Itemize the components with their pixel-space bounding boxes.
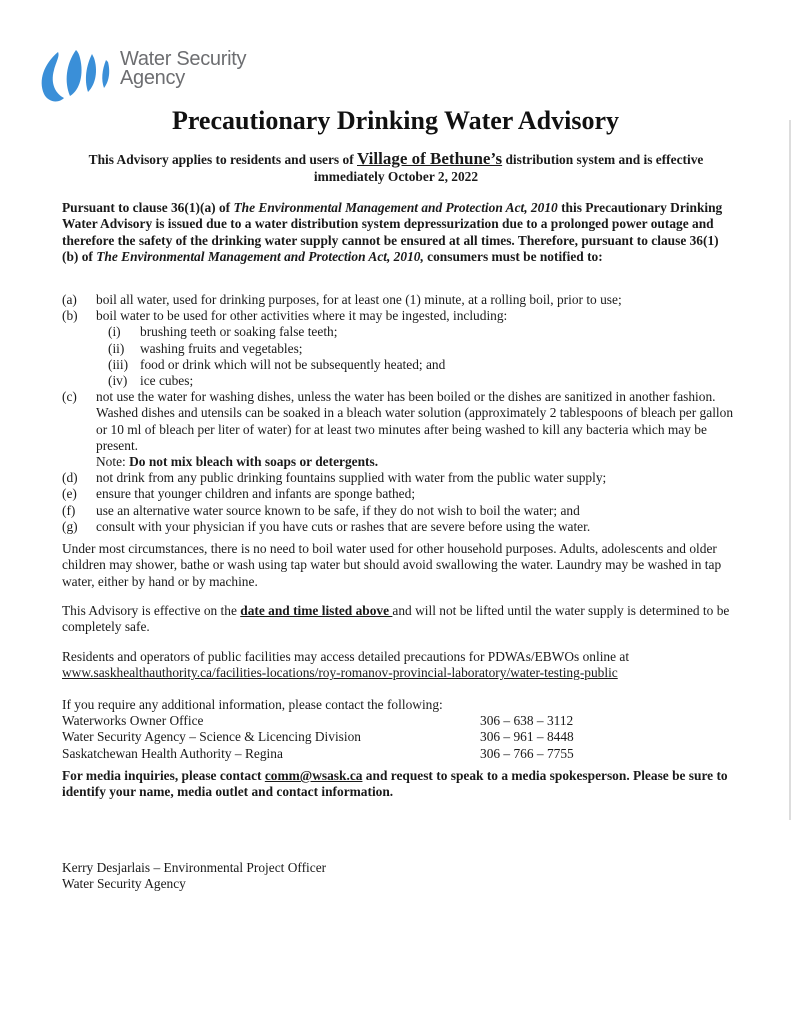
bleach-note bbox=[62, 454, 734, 470]
list-item-b bbox=[62, 308, 734, 324]
sub-text: brushing teeth or soaking false teeth; bbox=[140, 324, 338, 340]
sub-text: food or drink which will not be subsequently heated; and bbox=[140, 356, 446, 372]
pursuant-text-1: Pursuant to clause 36(1)(a) of bbox=[62, 200, 234, 215]
item-label: (b) bbox=[62, 308, 78, 324]
effective-text-after: and will not be lifted until the water supply is determined to be completely safe. bbox=[62, 603, 730, 635]
note-text: Do not mix bleach with soaps or detergents. bbox=[129, 454, 379, 470]
sub-label: (iii) bbox=[108, 356, 129, 372]
effective-paragraph bbox=[62, 603, 734, 636]
item-text: boil water to be used for other activities where it may be ingested, including: bbox=[96, 308, 508, 324]
signatory-org: Water Security Agency bbox=[62, 876, 186, 892]
signature-block bbox=[62, 860, 326, 893]
contacts-intro: If you require any additional information, please contact the following: bbox=[62, 697, 443, 712]
list-item-a bbox=[62, 292, 734, 308]
effective-emphasis: date and time listed above bbox=[240, 603, 393, 618]
list-item-c bbox=[62, 389, 734, 454]
media-paragraph bbox=[62, 768, 734, 801]
item-label: (g) bbox=[62, 518, 78, 534]
pursuant-paragraph bbox=[62, 200, 734, 266]
sub-item-ii bbox=[62, 341, 734, 357]
contact-name: Water Security Agency – Science & Licencing Division bbox=[62, 729, 362, 745]
item-text: consult with your physician if you have cuts or rashes that are severe before using the water. bbox=[96, 518, 591, 534]
list-item-f bbox=[62, 503, 734, 519]
contact-name: Saskatchewan Health Authority – Regina bbox=[62, 745, 283, 761]
household-paragraph: Under most circumstances, there is no need to boil water used for other household purposes. Adults, adolescents and older children may shower, bathe or wash using tap water but should avoid swallowing the water. Laundry may be washed in tap water, either by hand or by machine. bbox=[62, 541, 722, 589]
item-text: ensure that younger children and infants are sponge bathed; bbox=[96, 486, 416, 502]
sub-item-iii bbox=[62, 357, 734, 373]
list-item-g bbox=[62, 519, 734, 535]
item-text: not use the water for washing dishes, unless the water has been boiled or the dishes are sanitized in another fashion. Washed dishes and utensils can be soaked in a bleach water solution (approximately 2 tablespoons of bleach per gallon or 10 ml of bleach per liter of water) for at least two minutes after being washed to kill any bacteria which may be present. bbox=[96, 389, 734, 453]
pursuant-text-3: consumers must be notified to: bbox=[423, 249, 603, 265]
pursuant-text-2: this Precautionary Drinking Water Advisory is issued due to a water distribution system depressurization due to a prolonged power outage and therefore the safety of the drinking water supply cannot be ensured at all times. Therefore, pursuant to clause 36(1)(b) of bbox=[62, 200, 723, 265]
wsa-logo bbox=[36, 46, 286, 106]
media-text-after: and request to speak to a media spokesperson. Please be sure to identify your name, media outlet and contact information. bbox=[62, 768, 728, 800]
sub-item-i bbox=[62, 324, 734, 340]
item-text: use an alternative water source known to be safe, if they do not wish to boil the water; and bbox=[96, 502, 580, 518]
precautions-list bbox=[62, 292, 734, 535]
item-text: boil all water, used for drinking purposes, for at least one (1) minute, at a rolling boil, prior to use; bbox=[96, 292, 622, 307]
logo-line-2: Agency bbox=[120, 67, 185, 89]
media-email-link[interactable]: comm@wsask.ca bbox=[264, 768, 363, 783]
contact-phone: 306 – 766 – 7755 bbox=[480, 745, 574, 761]
contact-row bbox=[62, 729, 662, 745]
sub-text: ice cubes; bbox=[140, 373, 194, 389]
applies-text-after: distribution system and is effective immediately October 2, 2022 bbox=[313, 152, 704, 184]
health-authority-link[interactable]: www.saskhealthauthority.ca/facilities-locations/roy-romanov-provincial-laboratory/water-testing-public bbox=[62, 665, 618, 681]
sub-text: washing fruits and vegetables; bbox=[140, 340, 303, 356]
applies-text-before: This Advisory applies to residents and users of bbox=[88, 152, 357, 167]
act-title-1: The Environmental Management and Protection Act, 2010 bbox=[233, 200, 558, 215]
item-text: not drink from any public drinking fountains supplied with water from the public water supply; bbox=[96, 470, 607, 486]
note-label: Note: bbox=[96, 454, 130, 470]
contact-row bbox=[62, 746, 662, 762]
page-title: Precautionary Drinking Water Advisory bbox=[171, 106, 620, 135]
contact-row bbox=[62, 713, 662, 729]
item-label: (f) bbox=[62, 502, 76, 518]
contact-name: Waterworks Owner Office bbox=[62, 713, 204, 729]
item-label: (c) bbox=[62, 389, 77, 405]
contacts-section bbox=[62, 697, 662, 762]
sub-label: (iv) bbox=[108, 373, 128, 389]
logo-text bbox=[120, 50, 246, 88]
effective-text-before: This Advisory is effective on the bbox=[62, 603, 241, 618]
act-title-2: The Environmental Management and Protection Act, 2010, bbox=[96, 249, 424, 265]
logo-line-1: Water Security bbox=[120, 48, 247, 70]
item-label: (d) bbox=[62, 470, 78, 486]
item-label: (a) bbox=[62, 292, 77, 307]
contact-phone: 306 – 638 – 3112 bbox=[480, 713, 574, 729]
applies-statement bbox=[62, 150, 730, 185]
contact-phone: 306 – 961 – 8448 bbox=[480, 729, 574, 745]
signatory-name-title: Kerry Desjarlais – Environmental Project Officer bbox=[62, 860, 327, 875]
facilities-text: Residents and operators of public facilities may access detailed precautions for PDWAs/EBWOs online at bbox=[62, 649, 630, 664]
facilities-paragraph bbox=[62, 649, 734, 682]
sub-label: (i) bbox=[108, 324, 121, 340]
village-name: Village of Bethune’s bbox=[357, 149, 503, 168]
list-item-e bbox=[62, 486, 734, 502]
list-item-d bbox=[62, 470, 734, 486]
item-label: (e) bbox=[62, 486, 77, 502]
media-text-before: For media inquiries, please contact bbox=[62, 768, 265, 783]
sub-item-iv bbox=[62, 373, 734, 389]
water-drop-logo-icon bbox=[36, 46, 118, 106]
sub-label: (ii) bbox=[108, 340, 125, 356]
